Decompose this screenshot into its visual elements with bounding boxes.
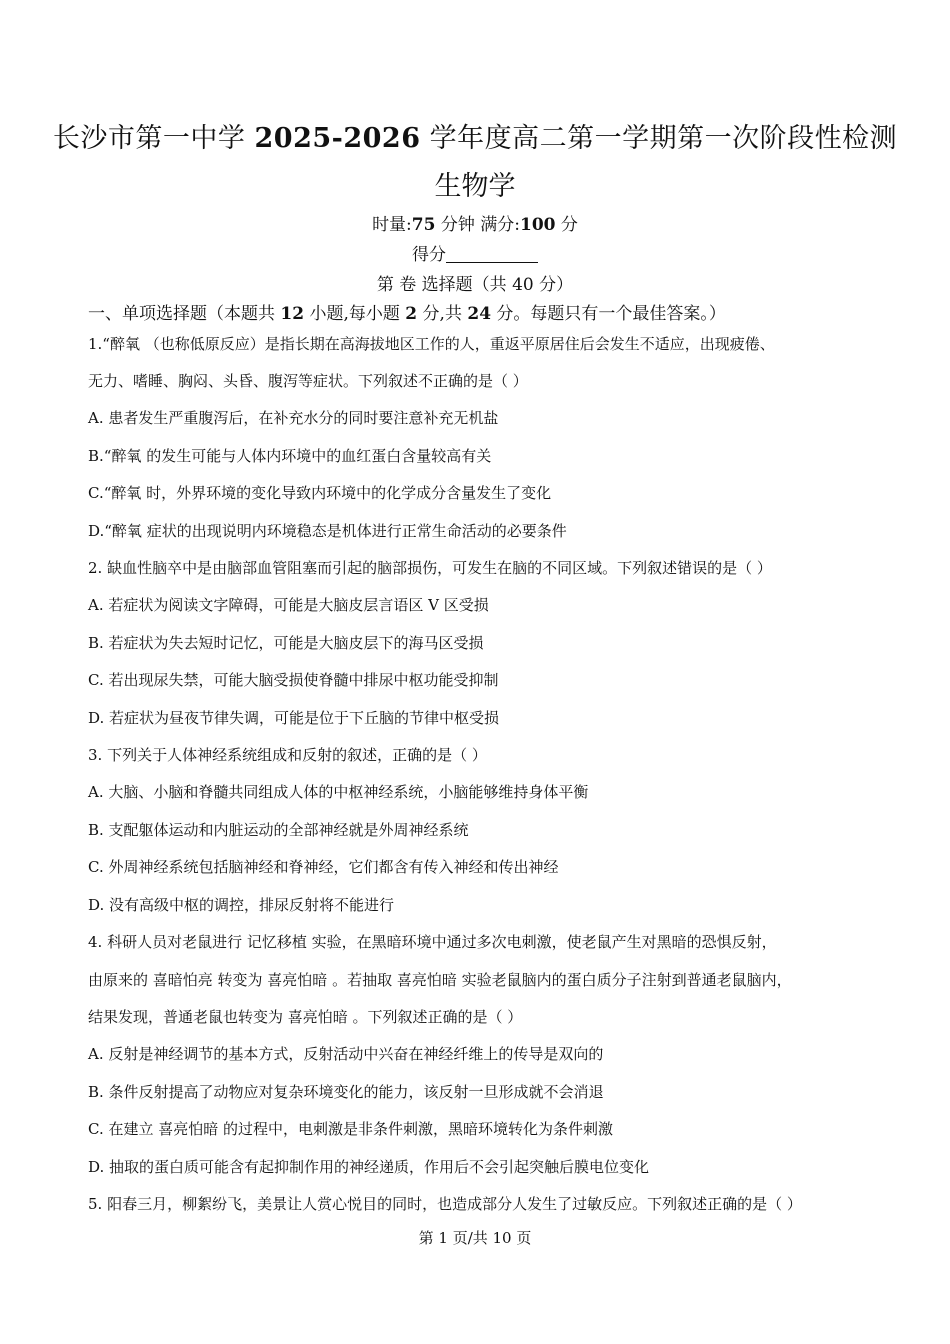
part-heading: 第 卷 选择题（共 40 分）: [376, 275, 574, 295]
question-2-stem: 2. 缺血性脑卒中是由脑部血管阻塞而引起的脑部损伤，可发生在脑的不同区域。下列叙述错误的是（ ）: [88, 559, 772, 577]
title-school: 长沙市第一中学: [52, 123, 255, 154]
question-1-stem: 无力、嗜睡、胸闷、头昏、腹泻等症状。下列叙述不正确的是（ ）: [88, 372, 528, 390]
question-3-option-a: A. 大脑、小脑和脊髓共同组成人体的中枢神经系统，小脑能够维持身体平衡: [88, 783, 589, 801]
page-footer: 第 1 页/共 10 页: [418, 1229, 532, 1247]
subject-title: 生物学: [434, 171, 516, 202]
exam-title: [0, 116, 950, 155]
score-blank[interactable]: [446, 244, 538, 263]
section-heading: 一、单项选择题（本题共 12 小题,每小题 2 分,共 24 分。每题只有一个最佳答案。）: [88, 304, 726, 324]
exam-time-score: 时量:75 分钟 满分:100 分: [372, 215, 578, 235]
question-1-option-c: C.“醉氧 时，外界环境的变化导致内环境中的化学成分含量发生了变化: [88, 484, 552, 502]
question-1-option-b: B.“醉氧 的发生可能与人体内环境中的血红蛋白含量较高有关: [88, 447, 492, 465]
question-4-stem: 结果发现，普通老鼠也转变为 喜亮怕暗 。下列叙述正确的是（ ）: [88, 1008, 523, 1026]
question-4-option-a: A. 反射是神经调节的基本方式，反射活动中兴奋在神经纤维上的传导是双向的: [88, 1045, 604, 1063]
question-3-option-b: B. 支配躯体运动和内脏运动的全部神经就是外周神经系统: [88, 821, 469, 839]
question-1-option-d: D.“醉氧 症状的出现说明内环境稳态是机体进行正常生命活动的必要条件: [88, 522, 567, 540]
question-5-stem: 5. 阳春三月，柳絮纷飞，美景让人赏心悦目的同时，也造成部分人发生了过敏反应。下列叙述正确的是（ ）: [88, 1195, 802, 1213]
question-2-option-b: B. 若症状为失去短时记忆，可能是大脑皮层下的海马区受损: [88, 634, 484, 652]
question-4-option-c: C. 在建立 喜亮怕暗 的过程中，电刺激是非条件刺激，黑暗环境转化为条件刺激: [88, 1120, 614, 1138]
question-4-option-d: D. 抽取的蛋白质可能含有起抑制作用的神经递质，作用后不会引起突触后膜电位变化: [88, 1158, 650, 1176]
question-1-option-a: A. 患者发生严重腹泻后，在补充水分的同时要注意补充无机盐: [88, 409, 499, 427]
score-field: 得分: [0, 240, 950, 265]
question-2-option-d: D. 若症状为昼夜节律失调，可能是位于下丘脑的节律中枢受损: [88, 709, 500, 727]
question-2-option-c: C. 若出现尿失禁，可能大脑受损使脊髓中排尿中枢功能受抑制: [88, 671, 499, 689]
title-years: 2025-2026: [254, 123, 421, 154]
question-3-option-c: C. 外周神经系统包括脑神经和脊神经，它们都含有传入神经和传出神经: [88, 858, 559, 876]
question-3-stem: 3. 下列关于人体神经系统组成和反射的叙述，正确的是（ ）: [88, 746, 487, 764]
question-1-stem: 1.“醉氧 （也称低原反应）是指长期在高海拔地区工作的人，重返平原居住后会发生不适应，出现疲倦、: [88, 335, 775, 353]
question-2-option-a: A. 若症状为阅读文字障碍，可能是大脑皮层言语区 V 区受损: [88, 596, 489, 614]
question-4-stem: 4. 科研人员对老鼠进行 记忆移植 实验，在黑暗环境中通过多次电刺激，使老鼠产生对黑暗的恐惧反射，: [88, 933, 777, 951]
question-3-option-d: D. 没有高级中枢的调控，排尿反射将不能进行: [88, 896, 395, 914]
question-4-option-b: B. 条件反射提高了动物应对复杂环境变化的能力，该反射一旦形成就不会消退: [88, 1083, 604, 1101]
title-exam-name: 学年度高二第一学期第一次阶段性检测: [420, 123, 898, 154]
question-4-stem: 由原来的 喜暗怕亮 转变为 喜亮怕暗 。若抽取 喜亮怕暗 实验老鼠脑内的蛋白质分子注射到普通老鼠脑内，: [88, 971, 792, 989]
